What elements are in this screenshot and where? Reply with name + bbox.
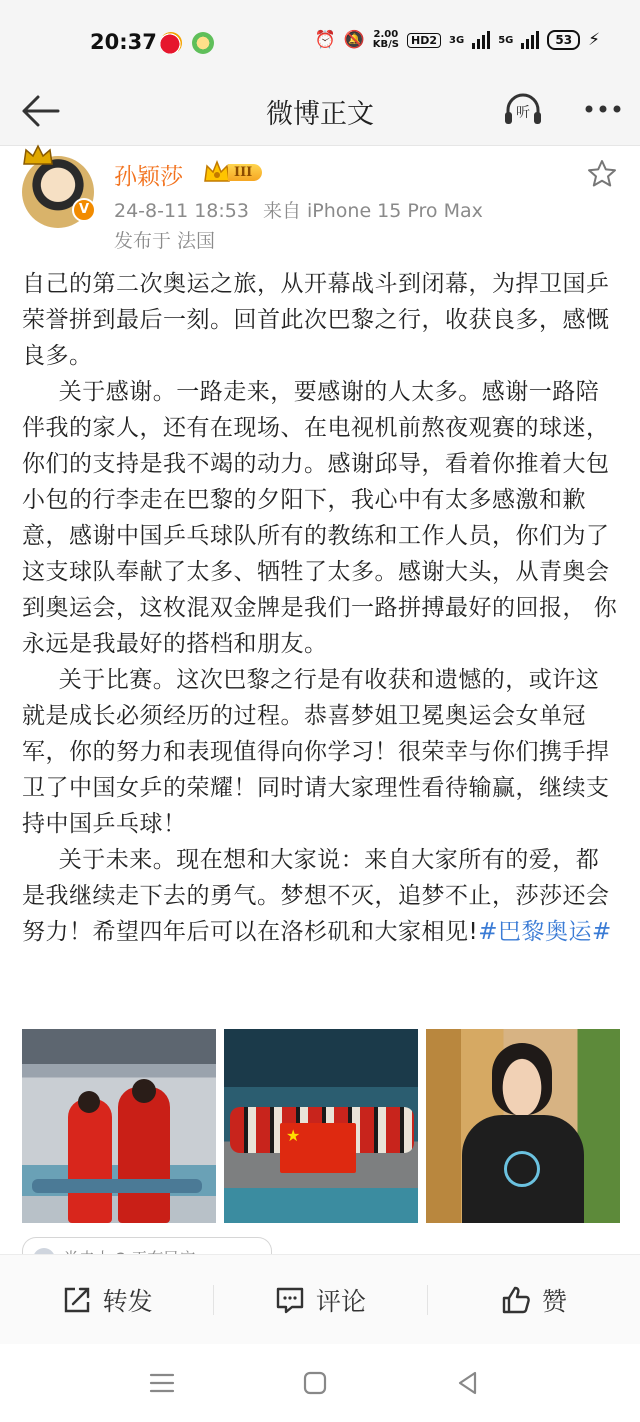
- back-icon[interactable]: [453, 1368, 483, 1398]
- post-source: 来自 iPhone 15 Pro Max: [262, 200, 483, 222]
- repost-label: 转发: [102, 1286, 153, 1316]
- battery-level: 53: [547, 30, 580, 50]
- weibo-icon: [160, 32, 182, 54]
- top-nav-bar: [0, 80, 640, 146]
- signal-icon: [521, 31, 539, 49]
- listen-icon[interactable]: [500, 86, 546, 132]
- post-paragraph: 自己的第二次奥运之旅，从开幕战斗到闭幕，为捍卫国乒荣誉拼到最后一刻。回首此次巴黎之行，收获良多，感慨良多。: [22, 271, 610, 369]
- photo-flag: [280, 1123, 356, 1173]
- hd-badge: HD2: [407, 33, 441, 48]
- photo-figure: [492, 1043, 552, 1115]
- photo-grid: [22, 1029, 620, 1223]
- repost-button[interactable]: [0, 1255, 213, 1344]
- comment-icon: [274, 1284, 306, 1316]
- network-speed: [373, 30, 399, 50]
- author-name[interactable]: 孙颖莎: [114, 164, 183, 190]
- verified-badge-icon: V: [72, 198, 96, 222]
- favorite-star-icon[interactable]: [586, 158, 618, 190]
- svg-text:听: 听: [516, 105, 530, 121]
- post-location: 发布于 法国: [114, 230, 216, 252]
- photo-table-tennis-duo[interactable]: [22, 1029, 216, 1223]
- photo-figure: [78, 1091, 100, 1113]
- post-paragraph: [22, 842, 622, 950]
- network-speed-unit: KB/S: [372, 39, 400, 50]
- menu-icon[interactable]: [147, 1368, 177, 1398]
- photo-figure: [118, 1087, 170, 1223]
- comment-label: 评论: [315, 1286, 366, 1316]
- post-paragraph-text: 关于未来。现在想和大家说：来自大家所有的爱，都是我继续走下去的勇气。梦想不灭，追梦不止，莎莎还会努力！希望四年后可以在洛杉矶和大家相见!: [22, 847, 610, 945]
- status-time: 20:37: [90, 30, 157, 54]
- status-indicators: [314, 30, 600, 50]
- status-bar: [0, 0, 640, 80]
- network-speed-value: 2.00: [373, 29, 399, 40]
- photo-figure: [504, 1151, 540, 1187]
- page-title: 微博正文: [266, 99, 374, 130]
- avatar-crown-icon: [22, 144, 54, 166]
- flag-star-icon: ★: [286, 1126, 301, 1145]
- vip-badge[interactable]: [202, 159, 262, 185]
- photo-figure: [132, 1079, 156, 1103]
- like-label: 赞: [541, 1286, 567, 1316]
- app-icon: [192, 32, 214, 54]
- vip-level: III: [228, 164, 262, 181]
- thumbs-up-icon: [500, 1284, 532, 1316]
- like-button[interactable]: [427, 1255, 640, 1344]
- post-date: 24-8-11 18:53: [114, 200, 249, 222]
- charging-icon: ⚡: [588, 30, 600, 50]
- home-icon[interactable]: [300, 1368, 330, 1398]
- post-body: [22, 266, 622, 950]
- mute-icon: 🔕: [343, 30, 365, 50]
- system-nav-bar: [0, 1344, 640, 1422]
- comment-button[interactable]: [213, 1255, 426, 1344]
- network-5g-label: 5G: [498, 34, 514, 46]
- network-3g-label: 3G: [449, 34, 465, 46]
- photo-team-flag[interactable]: [224, 1029, 418, 1223]
- photo-selfie[interactable]: [426, 1029, 620, 1223]
- post-meta: [114, 196, 483, 223]
- post-content: [0, 146, 640, 1254]
- photo-figure: [32, 1179, 202, 1193]
- action-bar: [0, 1254, 640, 1344]
- signal-icon: [472, 31, 490, 49]
- hashtag-link[interactable]: #巴黎奥运#: [478, 919, 612, 945]
- alarm-icon: ⏰: [314, 30, 336, 50]
- photo-figure: [68, 1099, 112, 1223]
- post-paragraph: 关于比赛。这次巴黎之行是有收获和遗憾的，或许这就是成长必须经历的过程。恭喜梦姐卫冕奥运会女单冠军，你的努力和表现值得向你学习！很荣幸与你们携手捍卫了中国女乒的荣耀！同时请大家理性看待输赢，继续支持中国乒乓球！: [22, 667, 610, 837]
- post-paragraph: 关于感谢。一路走来，要感谢的人太多。感谢一路陪伴我的家人，还有在现场、在电视机前熬夜观赛的球迷，你们的支持是我不竭的动力。感谢邱导，看着你推着大包小包的行李走在巴黎的夕阳下，我心中有太多感激和歉意，感谢中国乒乓球队所有的教练和工作人员，你们为了这支球队奉献了太多、牺牲了太多。感谢大头，从青奥会到奥运会，这枚混双金牌是我们一路拼搏最好的回报， 你永远是我最好的搭档和朋友。: [22, 379, 618, 657]
- more-icon[interactable]: [580, 86, 626, 132]
- repost-icon: [61, 1284, 93, 1316]
